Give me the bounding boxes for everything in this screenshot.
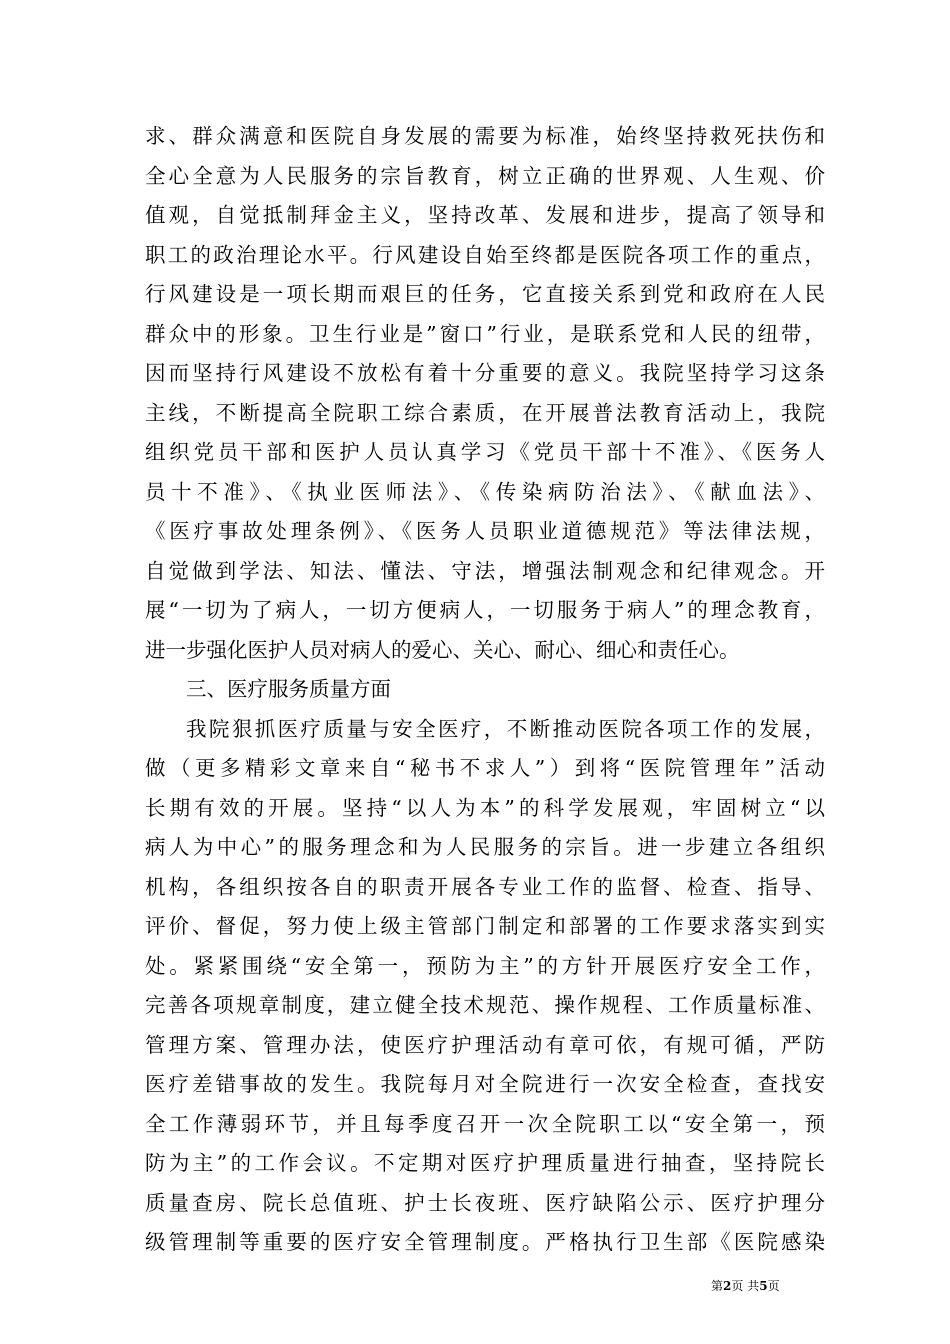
text-line: 防为主”的工作会议。不定期对医疗护理质量进行抽查，坚持院长 bbox=[145, 1151, 825, 1175]
text-line: 职工的政治理论水平。行风建设自始至终都是医院各项工作的重点， bbox=[145, 242, 825, 267]
text-line: 病人为中心”的服务理念和为人民服务的宗旨。进一步建立各组织 bbox=[145, 835, 825, 859]
text-line: 行风建设是一项长期而艰巨的任务，它直接关系到党和政府在人民 bbox=[145, 282, 825, 306]
text-line: 评价、督促，努力使上级主管部门制定和部署的工作要求落实到实 bbox=[145, 914, 825, 938]
footer-page-number: 2 bbox=[723, 1279, 732, 1293]
text-line: 我院狠抓医疗质量与安全医疗，不断推动医院各项工作的发展， bbox=[186, 716, 825, 741]
footer-suffix: 页 bbox=[767, 1279, 780, 1293]
page-footer bbox=[711, 1278, 811, 1294]
text-line: 全心全意为人民服务的宗旨教育，树立正确的世界观、人生观、价 bbox=[145, 163, 825, 188]
text-line: 做（更多精彩文章来自“秘书不求人”）到将“医院管理年”活动 bbox=[145, 756, 825, 780]
text-line: 全工作薄弱环节，并且每季度召开一次全院职工以“安全第一，预 bbox=[145, 1111, 825, 1136]
text-line: 《医疗事故处理条例》、《医务人员职业道德规范》等法律法规， bbox=[145, 519, 825, 543]
text-line: 处。紧紧围绕“安全第一，预防为主”的方针开展医疗安全工作， bbox=[145, 953, 825, 978]
section-heading: 三、医疗服务质量方面 bbox=[186, 677, 391, 701]
text-line: 员十不准》、《执业医师法》、《传染病防治法》、《献血法》、 bbox=[145, 479, 825, 504]
text-line: 长期有效的开展。坚持“以人为本”的科学发展观，牢固树立“以 bbox=[145, 795, 825, 820]
text-line: 因而坚持行风建设不放松有着十分重要的意义。我院坚持学习这条 bbox=[145, 361, 825, 385]
footer-prefix: 第 bbox=[711, 1279, 724, 1293]
text-line: 质量查房、院长总值班、护士长夜班、医疗缺陷公示、医疗护理分 bbox=[145, 1190, 825, 1215]
text-line: 群众中的形象。卫生行业是”窗口”行业，是联系党和人民的纽带， bbox=[145, 321, 825, 346]
text-line: 进一步强化医护人员对病人的爱心、关心、耐心、细心和责任心。 bbox=[145, 637, 740, 662]
text-line: 完善各项规章制度，建立健全技术规范、操作规程、工作质量标准、 bbox=[145, 993, 825, 1017]
text-line: 主线，不断提高全院职工综合素质，在开展普法教育活动上，我院 bbox=[145, 400, 825, 425]
text-line: 管理方案、管理办法，使医疗护理活动有章可依，有规可循，严防 bbox=[145, 1032, 825, 1057]
text-line: 医疗差错事故的发生。我院每月对全院进行一次安全检查，查找安 bbox=[145, 1072, 825, 1096]
text-line: 值观，自觉抵制拜金主义，坚持改革、发展和进步，提高了领导和 bbox=[145, 203, 825, 227]
text-line: 组织党员干部和医护人员认真学习《党员干部十不准》、《医务人 bbox=[145, 440, 825, 464]
text-line: 级管理制等重要的医疗安全管理制度。严格执行卫生部《医院感染 bbox=[145, 1230, 825, 1254]
text-line: 自觉做到学法、知法、懂法、守法，增强法制观念和纪律观念。开 bbox=[145, 558, 825, 583]
text-line: 展“一切为了病人，一切方便病人，一切服务于病人”的理念教育， bbox=[145, 598, 825, 622]
footer-middle: 页 共 bbox=[731, 1279, 760, 1293]
text-line: 机构，各组织按各自的职责开展各专业工作的监督、检查、指导、 bbox=[145, 874, 825, 899]
text-line: 求、群众满意和医院自身发展的需要为标准，始终坚持救死扶伤和 bbox=[145, 124, 825, 148]
document-body bbox=[145, 117, 825, 1263]
footer-total-pages: 5 bbox=[759, 1279, 768, 1293]
